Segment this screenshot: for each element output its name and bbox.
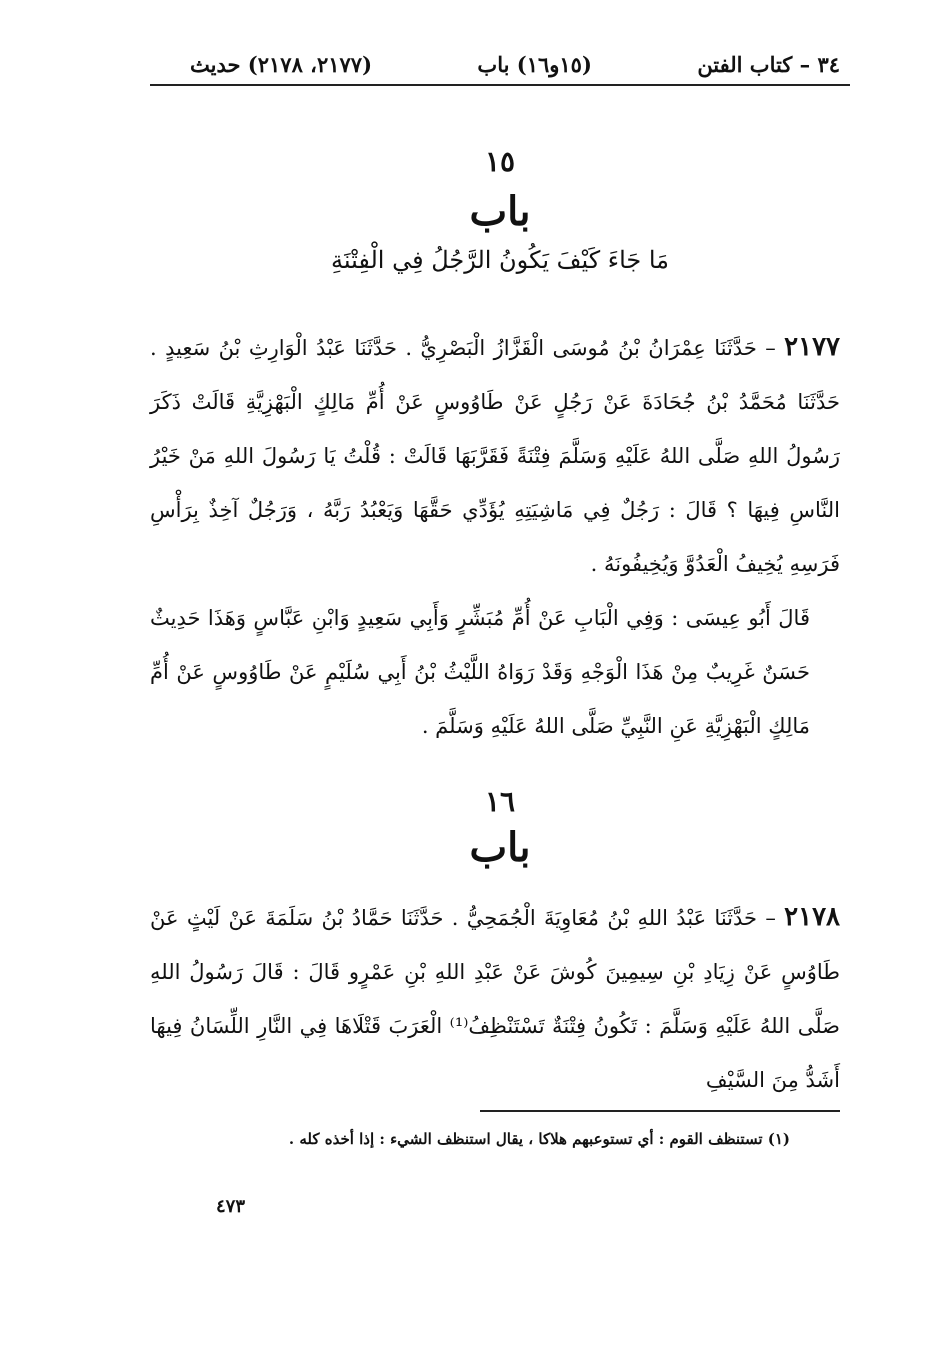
hadith-2178-paragraph bbox=[150, 890, 840, 1107]
section-16-bab: باب bbox=[469, 824, 531, 871]
hadith-2177-paragraph bbox=[150, 320, 840, 591]
section-15-bab: باب bbox=[469, 188, 531, 235]
hadith-2177 bbox=[150, 320, 840, 753]
hadith-2177-number: ٢١٧٧ bbox=[784, 332, 840, 362]
footnote-divider bbox=[480, 1110, 840, 1112]
header-chapter: ٣٤ – كتاب الفتن bbox=[697, 51, 840, 77]
page-number: ٤٧٣ bbox=[216, 1196, 246, 1217]
hadith-2178 bbox=[150, 890, 840, 1107]
section-16-number: ١٦ bbox=[484, 785, 516, 818]
footnote: (١) تستنظف القوم : أي تستوعبهم هلاكا ، يقال استنظف الشيء : إذا أخذه كله . bbox=[288, 1130, 790, 1148]
hadith-2178-text: – حَدَّثَنَا عَبْدُ اللهِ بْنُ مُعَاوِيَةَ الْجُمَحِيُّ . حَدَّثَنَا حَمَّادُ بْنُ سَلَمَةَ عَنْ لَيْثٍ عَنْ طَاوُسٍ عَنْ زِيَادِ بْنِ سِيمِينَ كُوشَ عَنْ عَبْدِ اللهِ بْنِ عَمْرٍو قَالَ : قَالَ رَسُولُ اللهِ صَلَّى اللهُ عَلَيْهِ وَسَلَّمَ : تَكُونُ فِتْنَةٌ تَسْتَنْظِفُ⁽¹⁾ الْعَرَبَ قَتْلَاهَا فِي النَّارِ اللِّسَانُ فِيهَا أَشَدُّ مِنَ السَّيْفِ bbox=[150, 906, 840, 1092]
header-divider bbox=[150, 84, 850, 86]
header-sections: (١٥و١٦) باب bbox=[477, 51, 592, 77]
section-15-title: مَا جَاءَ كَيْفَ يَكُونُ الرَّجُلُ فِي الْفِتْنَةِ bbox=[330, 246, 670, 274]
hadith-2178-number: ٢١٧٨ bbox=[784, 902, 840, 932]
header-hadith-range: (٢١٧٧، ٢١٧٨) حديث bbox=[190, 51, 373, 77]
hadith-2177-text: – حَدَّثَنَا عِمْرَانُ بْنُ مُوسَى الْقَزَّازُ الْبَصْرِيُّ . حَدَّثَنَا عَبْدُ الْوَارِثِ بْنُ سَعِيدٍ . حَدَّثَنَا مُحَمَّدُ بْنُ جُحَادَةَ عَنْ رَجُلٍ عَنْ طَاوُوسٍ عَنْ أُمِّ مَالِكٍ الْبَهْزِيَّةِ قَالَتْ ذَكَرَ رَسُولُ اللهِ صَلَّى اللهُ عَلَيْهِ وَسَلَّمَ فِتْنَةً فَقَرَّبَهَا قَالَتْ : قُلْتُ يَا رَسُولَ اللهِ مَنْ خَيْرُ النَّاسِ فِيهَا ؟ قَالَ : رَجُلٌ فِي مَاشِيَتِهِ يُؤَدِّي حَقَّهَا وَيَعْبُدُ رَبَّهُ ، وَرَجُلٌ آخِذٌ بِرَأْسِ فَرَسِهِ يُخِيفُ الْعَدُوَّ وَيُخِيفُونَهُ . bbox=[150, 336, 840, 576]
section-15-number: ١٥ bbox=[484, 145, 516, 178]
hadith-2177-commentary: قَالَ أَبُو عِيسَى : وَفِي الْبَابِ عَنْ أُمِّ مُبَشِّرٍ وَأَبِي سَعِيدٍ وَابْنِ عَبَّاسٍ وَهَذَا حَدِيثٌ حَسَنٌ غَرِيبٌ مِنْ هَذَا الْوَجْهِ وَقَدْ رَوَاهُ اللَّيْثُ بْنُ أَبِي سُلَيْمٍ عَنْ طَاوُوسٍ عَنْ أُمِّ مَالِكٍ الْبَهْزِيَّةِ عَنِ النَّبِيِّ صَلَّى اللهُ عَلَيْهِ وَسَلَّمَ . bbox=[150, 606, 810, 738]
running-header bbox=[190, 44, 840, 84]
